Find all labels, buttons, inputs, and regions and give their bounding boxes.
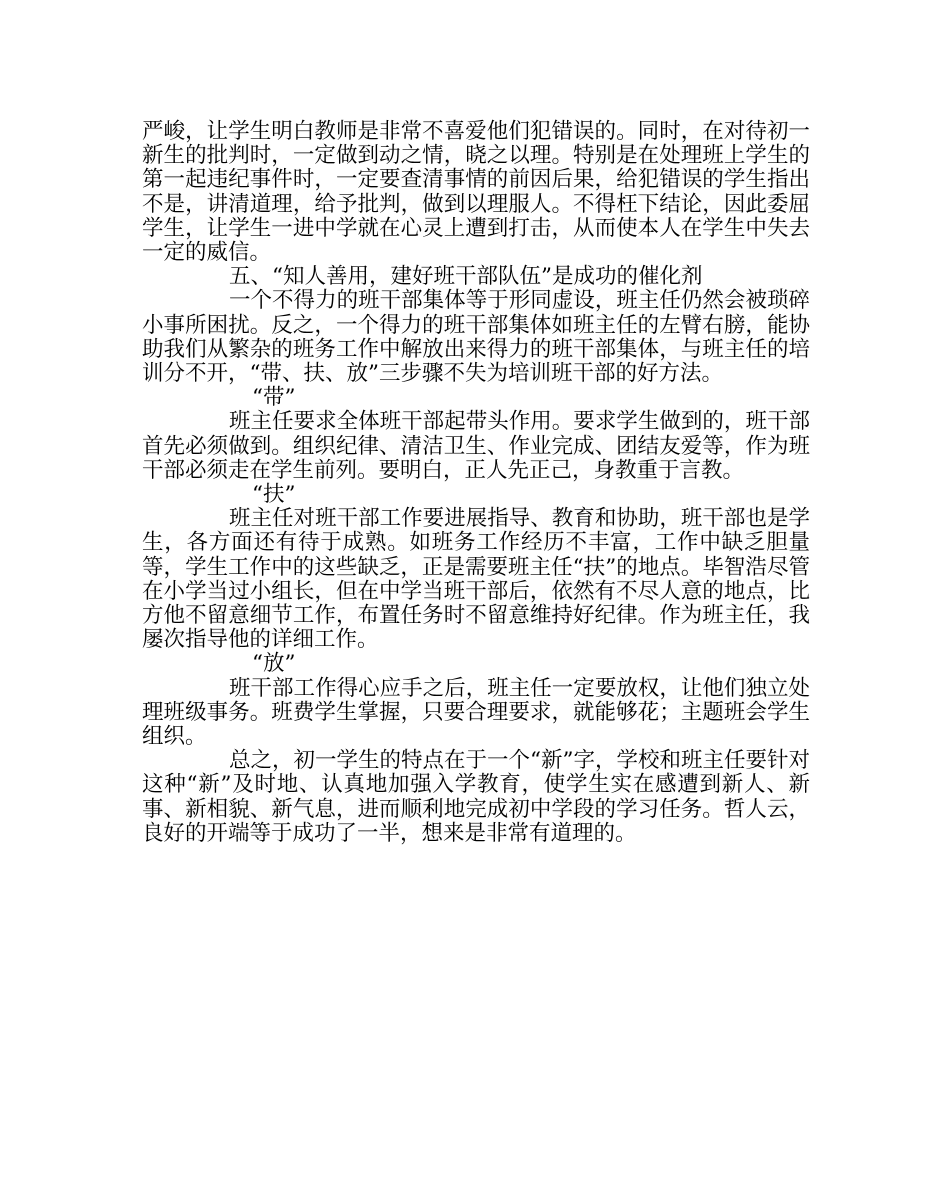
subheading-lead: “带” — [252, 385, 296, 411]
section-heading-five: 五、“知人善用，建好班干部队伍”是成功的催化剂 — [229, 264, 703, 290]
paragraph-conclusion: 总之，初一学生的特点在于一个“新”字，学校和班主任要针对这种“新”及时地、认真地加强入学教育，使学生实在感遭到新人、新事、新相貌、新气息，进而顺利地完成初中学段的学习任务。哲人云，良好的开端等于成功了一半，想来是非常有道理的。 — [142, 748, 810, 846]
paragraph-support: 班主任对班干部工作要进展指导、教育和协助，班干部也是学生，各方面还有待于成熟。如班务工作经历不丰富，工作中缺乏胆量等，学生工作中的这些缺乏，正是需要班主任“扶”的地点。毕智浩尽管在小学当过小组长，但在中学当班干部后，依然有不尽人意的地点，比方他不留意细节工作，布置任务时不留意维持好纪律。作为班主任，我屡次指导他的详细工作。 — [142, 506, 810, 653]
document-page — [142, 120, 810, 846]
paragraph-lead: 班主任要求全体班干部起带头作用。要求学生做到的，班干部首先必须做到。组织纪律、清洁卫生、作业完成、团结友爱等，作为班干部必须走在学生前列。要明白，正人先正己，身教重于言教。 — [142, 409, 810, 483]
paragraph-intro-continuation: 严峻，让学生明白教师是非常不喜爱他们犯错误的。同时，在对待初一新生的批判时，一定做到动之情，晓之以理。特别是在处理班上学生的第一起违纪事件时，一定要查清事情的前因后果，给犯错误的学生指出不是，讲清道理，给予批判，做到以理服人。不得枉下结论，因此委屈学生，让学生一进中学就在心灵上遭到打击，从而使本人在学生中失去一定的威信。 — [142, 119, 810, 266]
subheading-release: “放” — [252, 651, 296, 677]
paragraph-class-cadre: 一个不得力的班干部集体等于形同虚设，班主任仍然会被琐碎小事所困扰。反之，一个得力的班干部集体如班主任的左臂右膀，能协助我们从繁杂的班务工作中解放出来得力的班干部集体，与班主任的培训分不开，“带、扶、放”三步骤不失为培训班干部的好方法。 — [142, 288, 810, 387]
paragraph-release: 班干部工作得心应手之后，班主任一定要放权，让他们独立处理班级事务。班费学生掌握，只要合理要求，就能够花；主题班会学生组织。 — [142, 675, 810, 750]
subheading-support: “扶” — [252, 482, 296, 508]
